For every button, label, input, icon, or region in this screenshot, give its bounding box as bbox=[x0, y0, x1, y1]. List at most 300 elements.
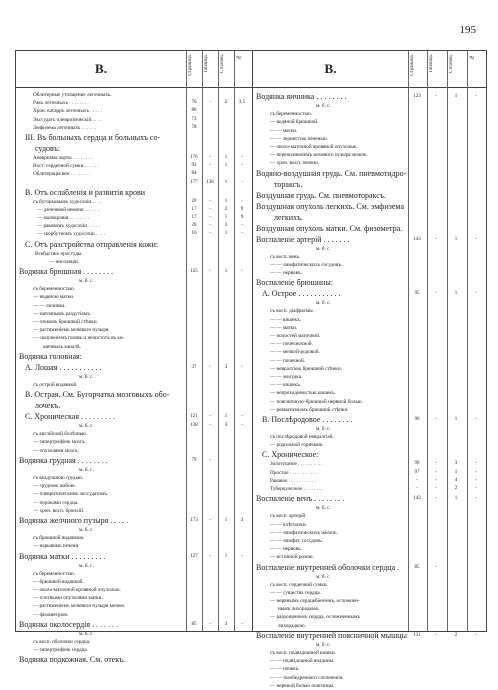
entry-text: — хрон. восп. бронхій. bbox=[33, 507, 85, 514]
entry-text: съ восп. вень. bbox=[270, 253, 301, 260]
index-entry bbox=[16, 250, 252, 258]
page-ref: 79 bbox=[191, 457, 197, 463]
index-entry bbox=[16, 594, 252, 602]
entry-text: — гипертрофіею сердца. bbox=[33, 647, 88, 654]
column-ref: 1 bbox=[224, 414, 228, 420]
index-heading bbox=[253, 493, 487, 504]
table-ref: - bbox=[209, 457, 211, 463]
entry-text: Водянка подкожная. См. отекъ. bbox=[19, 655, 126, 665]
index-heading bbox=[253, 190, 487, 201]
column-ref: 1 bbox=[224, 154, 228, 160]
table-ref: - bbox=[209, 364, 211, 370]
index-entry bbox=[253, 597, 487, 605]
entry-text: съ восп. оболочки сердца. bbox=[33, 639, 91, 645]
number-ref: 9 bbox=[240, 206, 244, 212]
index-entry bbox=[253, 537, 487, 545]
column-ref: 4 bbox=[454, 477, 458, 483]
index-heading bbox=[253, 179, 487, 190]
entry-text: — — кишекъ. bbox=[270, 316, 302, 323]
entry-text: м. б. с. bbox=[316, 573, 331, 580]
index-entry bbox=[16, 490, 252, 498]
entry-text: м. б. с. bbox=[79, 562, 94, 569]
entry-text: съ беременностью. bbox=[33, 286, 76, 293]
index-entry bbox=[16, 482, 252, 490]
table-ref: - bbox=[209, 215, 211, 221]
entry-text: Воздушная грудь. См. пневмотораксъ. bbox=[256, 190, 386, 200]
page-number: 195 bbox=[459, 24, 476, 36]
entry-text: — — почечночной. bbox=[270, 341, 313, 348]
index-entry bbox=[253, 135, 487, 143]
page-ref: 143 bbox=[413, 236, 421, 242]
entry-text: Воспаленіе внутренней оболочки сердца . bbox=[256, 562, 400, 572]
index-entry bbox=[16, 562, 252, 570]
index-entry bbox=[253, 477, 487, 485]
entry-text: — отекомъ брюшной стѣнки. bbox=[33, 318, 98, 325]
table-ref: - bbox=[435, 477, 437, 483]
table-ref: - bbox=[435, 461, 437, 467]
entry-text: В. Послѣродовое . . . . . . . . bbox=[262, 414, 353, 424]
entry-text: Водянка желчного пузыря . . . . . bbox=[19, 515, 129, 525]
index-entry bbox=[16, 91, 252, 99]
page-ref: 99 bbox=[414, 461, 420, 467]
page-ref: - bbox=[416, 486, 418, 491]
index-entry bbox=[253, 261, 487, 269]
number-ref: - bbox=[475, 291, 477, 297]
entry-text: м. б. с. bbox=[79, 373, 94, 380]
index-entry bbox=[16, 326, 252, 334]
entry-text: Простое . . . . . . . . . . . bbox=[270, 469, 318, 476]
table-ref: - bbox=[435, 236, 437, 242]
entry-text: Туберкулезное . . . . . . . . bbox=[270, 486, 324, 492]
index-entry bbox=[16, 293, 252, 301]
index-heading bbox=[253, 91, 487, 102]
number-ref: - bbox=[241, 163, 243, 169]
index-entry bbox=[253, 245, 487, 253]
entry-text: — — клѣтчатки. bbox=[270, 521, 307, 528]
index-entry bbox=[16, 154, 252, 162]
entry-text: нымъ лихорадкою. bbox=[278, 606, 320, 613]
index-entry bbox=[253, 682, 487, 690]
entry-text: — — зернистою печенью. bbox=[270, 135, 328, 142]
table-ref: - bbox=[435, 486, 437, 491]
entry-text: Эмфизема легочныхъ . . . . . . bbox=[33, 124, 96, 131]
number-ref: - bbox=[241, 621, 243, 627]
index-entry bbox=[253, 504, 487, 512]
entry-text: — — матки. bbox=[270, 127, 298, 134]
entry-text: — — нервовъ. bbox=[270, 270, 302, 277]
index-entry bbox=[253, 102, 487, 110]
index-entry bbox=[253, 151, 487, 159]
page-ref: 73 bbox=[191, 116, 197, 122]
entry-text: съ беременностью. bbox=[270, 111, 313, 118]
index-heading bbox=[253, 414, 487, 425]
col-header-column: Столбец. bbox=[218, 51, 219, 631]
table-ref: - bbox=[435, 416, 437, 422]
column-ref: 1 bbox=[454, 496, 458, 502]
index-heading bbox=[16, 143, 252, 154]
index-entry bbox=[253, 641, 487, 649]
index-entry bbox=[253, 441, 487, 449]
number-ref: - bbox=[241, 553, 243, 559]
entry-text: — — подвздошной впадины. bbox=[270, 658, 335, 665]
page-ref: 20 bbox=[191, 223, 197, 229]
index-entry bbox=[16, 285, 252, 293]
index-heading bbox=[16, 515, 252, 526]
column-ref: 3 bbox=[224, 423, 228, 429]
entry-text: м. б. с. bbox=[316, 103, 331, 109]
entry-text: — невралгіею брюшной стѣнки. bbox=[270, 365, 342, 372]
column-ref: 1 bbox=[454, 469, 458, 475]
entry-text: — — лимфат. сосудовъ. bbox=[270, 537, 323, 544]
index-entry bbox=[253, 365, 487, 373]
entry-text: — — матки. bbox=[270, 324, 298, 331]
index-entry bbox=[253, 581, 487, 589]
index-entry bbox=[253, 665, 487, 673]
index-entry bbox=[16, 466, 252, 474]
column-ref: 1 bbox=[454, 416, 458, 422]
entry-text: — растяженіемъ мочевого пузыря мочею. bbox=[33, 603, 126, 610]
entry-text: м. б. с. bbox=[79, 278, 94, 284]
number-ref: - bbox=[241, 231, 243, 237]
column-ref: 3 bbox=[454, 461, 458, 467]
column-ref: 1 bbox=[224, 198, 228, 204]
index-entry bbox=[16, 542, 252, 550]
column-ref: 2 bbox=[454, 486, 458, 491]
index-entry bbox=[16, 310, 252, 318]
page-ref: 92 bbox=[191, 163, 197, 169]
entry-text: — скопленіемъ газовъ и нечистотъ въ ки- bbox=[33, 335, 125, 342]
page-ref: 95 bbox=[414, 291, 420, 297]
index-entry bbox=[16, 611, 252, 619]
index-entry bbox=[253, 143, 487, 151]
entry-text: легкихъ. bbox=[274, 212, 303, 222]
index-heading bbox=[253, 562, 487, 573]
index-entry bbox=[253, 613, 487, 621]
entry-text: — разрощеніемъ сердца, осложненнымъ bbox=[270, 614, 360, 621]
index-entry bbox=[253, 460, 487, 468]
entry-text: — инсоляціи. bbox=[49, 258, 80, 265]
table-ref: - bbox=[209, 231, 211, 237]
table-ref: - bbox=[435, 469, 437, 475]
index-heading bbox=[253, 168, 487, 179]
left-header-letter: B. bbox=[95, 61, 107, 76]
page-ref: 142 bbox=[413, 496, 421, 502]
entry-text: — — мелкой-родовой. bbox=[270, 349, 320, 356]
number-ref: 3,5 bbox=[238, 100, 246, 106]
entry-text: Раковое . . . . . . . . . . . bbox=[270, 477, 316, 484]
index-entry bbox=[253, 253, 487, 261]
entry-text: Ракъ легочныхъ . . . . . . . . bbox=[33, 100, 89, 107]
index-entry bbox=[16, 198, 252, 206]
index-entry bbox=[16, 179, 252, 187]
table-ref: - bbox=[209, 198, 211, 204]
index-entry bbox=[253, 622, 487, 630]
number-ref: - bbox=[241, 223, 243, 229]
page-ref: - bbox=[416, 477, 418, 483]
entry-text: С. Хроническая . . . . . . . . . bbox=[25, 412, 115, 422]
index-entry bbox=[16, 381, 252, 389]
entry-text: — скорбутномъ худосочіи . . . . bbox=[37, 231, 106, 238]
entry-text: — около-маточной кровяной опухолью. bbox=[270, 143, 358, 150]
entry-text: Вост. сердечной сумки . . . . . . bbox=[33, 163, 99, 170]
entry-text: — физометрою. bbox=[33, 611, 69, 618]
index-heading bbox=[16, 132, 252, 143]
entry-text: м. б. с. bbox=[316, 245, 331, 252]
table-ref: - bbox=[209, 553, 211, 559]
right-rows bbox=[253, 91, 487, 690]
entry-text: м. б. с. bbox=[79, 423, 94, 430]
index-heading bbox=[253, 201, 487, 212]
index-heading bbox=[253, 277, 487, 288]
entry-text: — около-маточной кровяной опухолью. bbox=[33, 587, 121, 594]
column-ref: 1 bbox=[454, 291, 458, 297]
index-entry bbox=[16, 170, 252, 178]
index-heading bbox=[253, 449, 487, 460]
entry-text: — переполненіемъ мочевого пузыря мочею. bbox=[270, 152, 368, 159]
entry-text: — малокровія . . . . . . . . bbox=[37, 215, 89, 222]
index-entry bbox=[253, 110, 487, 118]
index-heading bbox=[16, 654, 252, 665]
left-column bbox=[16, 51, 252, 665]
index-heading bbox=[16, 455, 252, 466]
entry-text: Водянка матки . . . . . . . . . bbox=[19, 551, 106, 561]
index-entry bbox=[253, 573, 487, 581]
entry-text: — водяной брюшной. bbox=[270, 119, 319, 126]
index-heading bbox=[16, 400, 252, 411]
left-rows bbox=[16, 91, 252, 665]
page-ref: 80 bbox=[191, 108, 197, 114]
entry-text: — истинной розою. bbox=[270, 554, 314, 561]
col-header-number: № bbox=[467, 51, 468, 631]
index-entry bbox=[253, 307, 487, 315]
entry-text: — — лимфатическихъ сосудовъ. bbox=[270, 261, 343, 268]
entry-text: — пороками сердца. bbox=[33, 499, 79, 506]
index-entry bbox=[253, 348, 487, 356]
entry-text: съ восп. артерій. bbox=[270, 513, 307, 520]
table-ref: - bbox=[209, 414, 211, 420]
index-entry bbox=[16, 646, 252, 654]
index-entry bbox=[16, 447, 252, 455]
entry-text: — поясничную-брюшной нервной болью. bbox=[270, 398, 363, 405]
number-ref: 9 bbox=[240, 215, 244, 221]
number-ref: - bbox=[475, 496, 477, 502]
index-entry bbox=[16, 230, 252, 238]
column-ref: 3 bbox=[224, 223, 228, 229]
entry-text: Аневризма аорты . . . . . . . . bbox=[33, 154, 93, 161]
right-header-letter: B. bbox=[324, 61, 337, 76]
index-entry bbox=[253, 529, 487, 537]
index-entry bbox=[253, 512, 487, 520]
entry-text: С. Хроническое: bbox=[262, 450, 319, 460]
index-entry bbox=[253, 485, 487, 493]
entry-text: Водяно-воздушная грудь. См. пневмотидро- bbox=[256, 168, 407, 178]
entry-text: съ послѣродовой невралгіей. bbox=[270, 434, 334, 441]
index-entry bbox=[253, 332, 487, 340]
index-entry bbox=[16, 258, 252, 266]
index-entry bbox=[253, 649, 487, 657]
entry-text: — — тазобедреннаго сочлененія. bbox=[270, 674, 344, 681]
number-ref: - bbox=[241, 423, 243, 429]
page-ref: 138 bbox=[190, 423, 198, 429]
entry-text: — нервнымъ сердцебіеніемъ, осложнен- bbox=[270, 598, 360, 605]
column-ref: 1 bbox=[224, 215, 228, 221]
col-header-table: Таблица. bbox=[202, 51, 203, 631]
entry-text: — опухолями мозга. bbox=[33, 447, 79, 454]
index-heading bbox=[16, 551, 252, 562]
entry-text: Экссудатъ плевритическій . . . . bbox=[33, 116, 102, 123]
column-ref: 1 bbox=[224, 163, 228, 169]
number-ref: - bbox=[475, 94, 477, 99]
table-ref: - bbox=[435, 291, 437, 297]
column-ref: 2 bbox=[224, 100, 228, 106]
entry-text: — дзенчевой немочи . . . . . . bbox=[37, 206, 100, 213]
entry-text: — — нервовъ. bbox=[270, 546, 302, 553]
index-entry bbox=[253, 118, 487, 126]
index-heading bbox=[253, 223, 487, 234]
column-ref: 1 bbox=[224, 231, 228, 237]
column-ref: 3 bbox=[224, 621, 228, 627]
page-ref: 37 bbox=[191, 364, 197, 370]
page-ref: 131 bbox=[413, 632, 421, 638]
page-ref: 97 bbox=[414, 469, 420, 475]
page-ref: 17 bbox=[191, 215, 197, 221]
index-entry bbox=[16, 162, 252, 170]
index-heading bbox=[16, 266, 252, 277]
entry-text: — — личника. bbox=[33, 302, 66, 309]
index-entry bbox=[16, 206, 252, 214]
index-entry bbox=[16, 222, 252, 230]
page-ref: 84 bbox=[191, 171, 197, 177]
entry-text: м. б. с. bbox=[316, 505, 331, 512]
index-entry bbox=[253, 316, 487, 324]
index-heading bbox=[16, 389, 252, 400]
entry-text: — плевритическимъ экссудатомъ. bbox=[33, 491, 109, 498]
index-heading bbox=[16, 411, 252, 422]
left-header bbox=[16, 51, 252, 88]
index-entry bbox=[16, 318, 252, 326]
index-entry bbox=[16, 214, 252, 222]
table-ref: - bbox=[435, 496, 437, 502]
entry-text: — — кишекъ. bbox=[270, 382, 302, 389]
table-ref: - bbox=[209, 621, 211, 627]
index-entry bbox=[16, 124, 252, 132]
number-ref: - bbox=[475, 477, 477, 483]
index-entry bbox=[16, 422, 252, 430]
entry-text: съ воздушною грудью. bbox=[33, 475, 84, 481]
entry-text: III. Въ больныхъ сердца и больныхъ со- bbox=[25, 132, 161, 142]
index-entry bbox=[253, 159, 487, 167]
table-ref: - bbox=[209, 223, 211, 229]
table-ref: - bbox=[209, 206, 211, 212]
column-ref: 1 bbox=[224, 517, 228, 523]
entry-text: съ восп. сердечной сумки. bbox=[270, 581, 328, 588]
page-ref: 96 bbox=[414, 416, 420, 422]
column-ref: 2 bbox=[454, 632, 458, 638]
index-entry bbox=[253, 373, 487, 381]
entry-text: съ острой водянкой. bbox=[33, 381, 78, 388]
entry-text: Водянка яичника . . . . . . . . bbox=[256, 92, 347, 101]
index-entry bbox=[16, 99, 252, 107]
table-ref: - bbox=[209, 517, 211, 523]
index-entry bbox=[253, 433, 487, 441]
entry-text: — непроходимостью кишекъ. bbox=[270, 390, 336, 397]
entry-text: — — почекъ. bbox=[270, 666, 300, 673]
index-entry bbox=[16, 586, 252, 594]
index-entry bbox=[253, 381, 487, 389]
index-heading bbox=[16, 351, 252, 362]
table-ref: - bbox=[209, 163, 211, 169]
index-entry bbox=[16, 343, 252, 351]
entry-text: Водянка брюшная . . . . . . . . bbox=[19, 267, 114, 276]
entry-text: — брюшной водянкой. bbox=[33, 578, 84, 585]
number-ref: - bbox=[241, 179, 243, 185]
page-ref: 125 bbox=[190, 269, 198, 274]
index-entry bbox=[253, 269, 487, 277]
page-ref: 76 bbox=[191, 100, 197, 106]
index-entry bbox=[253, 324, 487, 332]
entry-text: — растяженіемъ мочевого пузыря. bbox=[33, 327, 110, 334]
entry-text: — родильной горячкою. bbox=[270, 442, 324, 449]
number-ref: - bbox=[241, 269, 243, 274]
number-ref: - bbox=[475, 632, 477, 638]
entry-text: м. б. с. bbox=[316, 641, 331, 648]
index-entry bbox=[253, 657, 487, 665]
page-ref: 78 bbox=[191, 124, 197, 130]
page-ref: 17 bbox=[191, 206, 197, 212]
entry-text: шечныхъ каналѣ. bbox=[43, 343, 81, 350]
entry-text: — — лимфатическихъ железъ. bbox=[270, 529, 338, 536]
entry-text: Хрон. катарръ легочныхъ . . . . . bbox=[33, 108, 102, 115]
entry-text: — плотными опухолями матки. bbox=[33, 595, 103, 602]
table-ref: - bbox=[209, 154, 211, 160]
entry-text: съ восп. подвздошной кишки. bbox=[270, 650, 336, 656]
entry-text: съ бугорковымъ худосочіи . . . . bbox=[33, 198, 102, 205]
number-ref: - bbox=[241, 364, 243, 370]
index-entry bbox=[253, 425, 487, 433]
page-ref: 16 bbox=[191, 231, 197, 237]
entry-text: тораксъ. bbox=[274, 179, 303, 189]
index-heading bbox=[253, 288, 487, 299]
page-ref: 123 bbox=[413, 94, 421, 99]
table-ref: - bbox=[435, 94, 437, 99]
index-entry bbox=[253, 605, 487, 613]
index-entry bbox=[253, 589, 487, 597]
entry-text: — водяною матки. bbox=[33, 294, 75, 301]
index-entry bbox=[16, 630, 252, 638]
index-entry bbox=[253, 340, 487, 348]
index-entry bbox=[16, 499, 252, 507]
index-entry bbox=[253, 299, 487, 307]
column-ref: 1 bbox=[454, 94, 458, 99]
table-ref: - bbox=[209, 269, 211, 274]
page-ref: 85 bbox=[191, 621, 197, 627]
column-ref: 1 bbox=[454, 236, 458, 242]
entry-text: В. Острая. См. Бугорчатка мозговыхъ обо- bbox=[25, 390, 170, 400]
entry-text: Облитерные утолщение легочныхъ. bbox=[33, 92, 112, 98]
entry-text: А. Лошая . . . . . . . . . . . bbox=[25, 362, 102, 372]
col-header-table: Таблица. bbox=[427, 51, 428, 631]
column-ref: 2 bbox=[224, 206, 228, 212]
col-header-page: Страница. bbox=[408, 51, 409, 631]
entry-text: Всебдствіе простуды. bbox=[35, 250, 83, 257]
entry-text: съ брюшной водянкою. bbox=[33, 535, 85, 542]
index-table bbox=[15, 50, 487, 689]
table-ref: - bbox=[209, 423, 211, 429]
index-entry bbox=[16, 107, 252, 115]
entry-text: лочекъ. bbox=[35, 401, 61, 411]
index-heading bbox=[253, 630, 487, 641]
entry-text: м. б. с. bbox=[316, 300, 331, 307]
